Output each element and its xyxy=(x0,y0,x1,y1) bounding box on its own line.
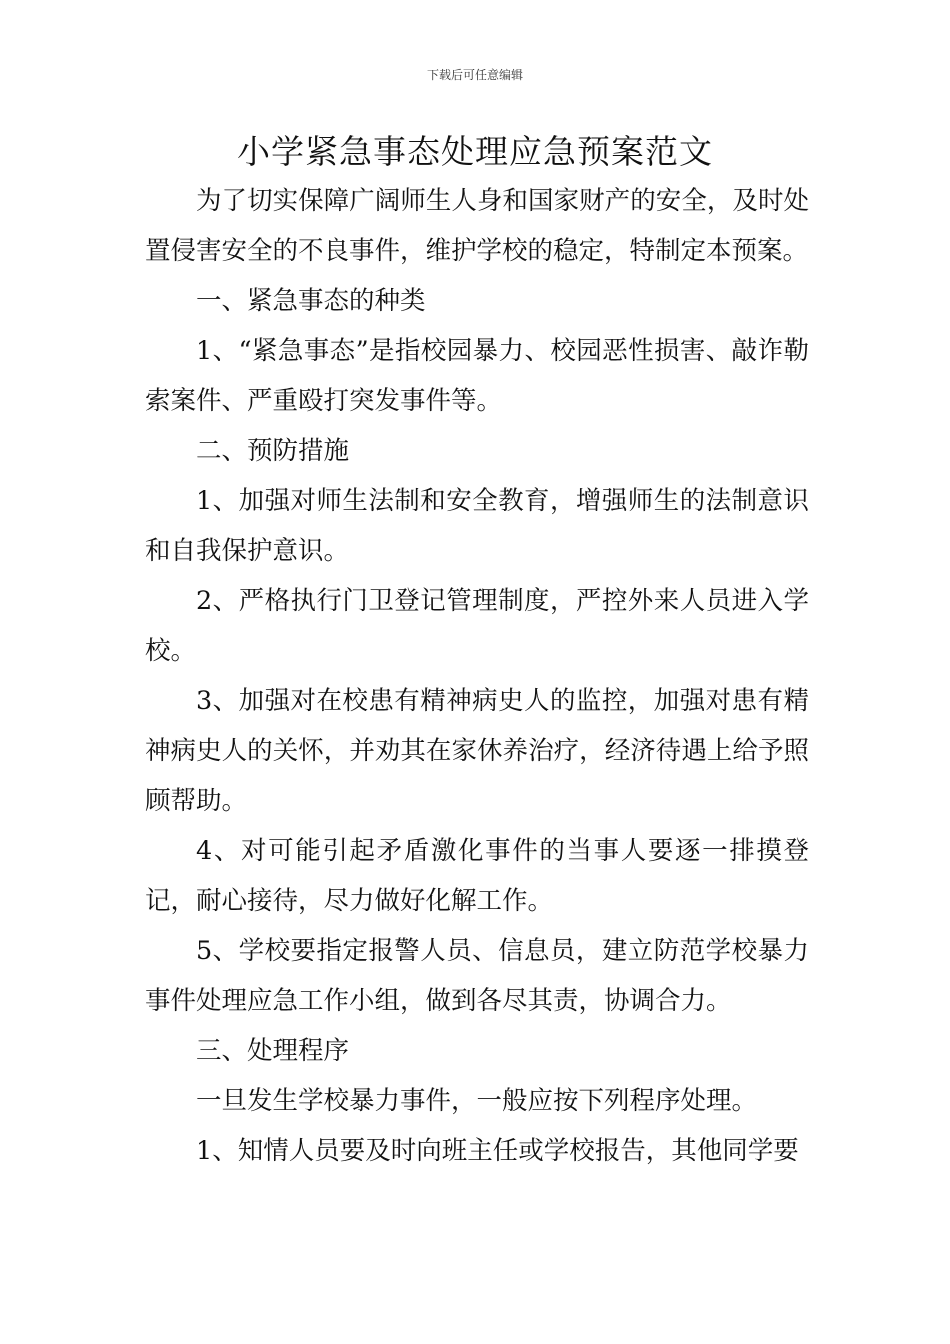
paragraph-prevention-4: 4、对可能引起矛盾激化事件的当事人要逐一排摸登记，耐心接待，尽力做好化解工作。 xyxy=(145,836,809,916)
header-note: 下载后可任意编辑 xyxy=(426,68,523,82)
paragraph-prevention-1: 1、加强对师生法制和安全教育，增强师生的法制意识和自我保护意识。 xyxy=(145,486,809,566)
section-heading-3: 三、处理程序 xyxy=(196,1036,350,1066)
section-heading-1: 一、紧急事态的种类 xyxy=(196,286,426,316)
paragraph-prevention-3: 3、加强对在校患有精神病史人的监控，加强对患有精神病史人的关怀，并劝其在家休养治疗，经济待遇上给予照顾帮助。 xyxy=(145,686,809,816)
paragraph-procedure-intro: 一旦发生学校暴力事件，一般应按下列程序处理。 xyxy=(196,1086,758,1116)
document-title: 小学紧急事态处理应急预案范文 xyxy=(237,132,713,171)
document-body xyxy=(145,176,809,1176)
paragraph-procedure-1: 1、知情人员要及时向班主任或学校报告，其他同学要 xyxy=(196,1136,799,1166)
intro-paragraph: 为了切实保障广阔师生人身和国家财产的安全，及时处置侵害安全的不良事件，维护学校的稳定，特制定本预案。 xyxy=(145,186,809,266)
paragraph-prevention-5: 5、学校要指定报警人员、信息员，建立防范学校暴力事件处理应急工作小组，做到各尽其责，协调合力。 xyxy=(145,936,809,1016)
section-heading-2: 二、预防措施 xyxy=(196,436,350,466)
paragraph-definition: 1、“紧急事态”是指校园暴力、校园恶性损害、敲诈勒索案件、严重殴打突发事件等。 xyxy=(145,336,809,416)
paragraph-prevention-2: 2、严格执行门卫登记管理制度，严控外来人员进入学校。 xyxy=(145,586,809,666)
